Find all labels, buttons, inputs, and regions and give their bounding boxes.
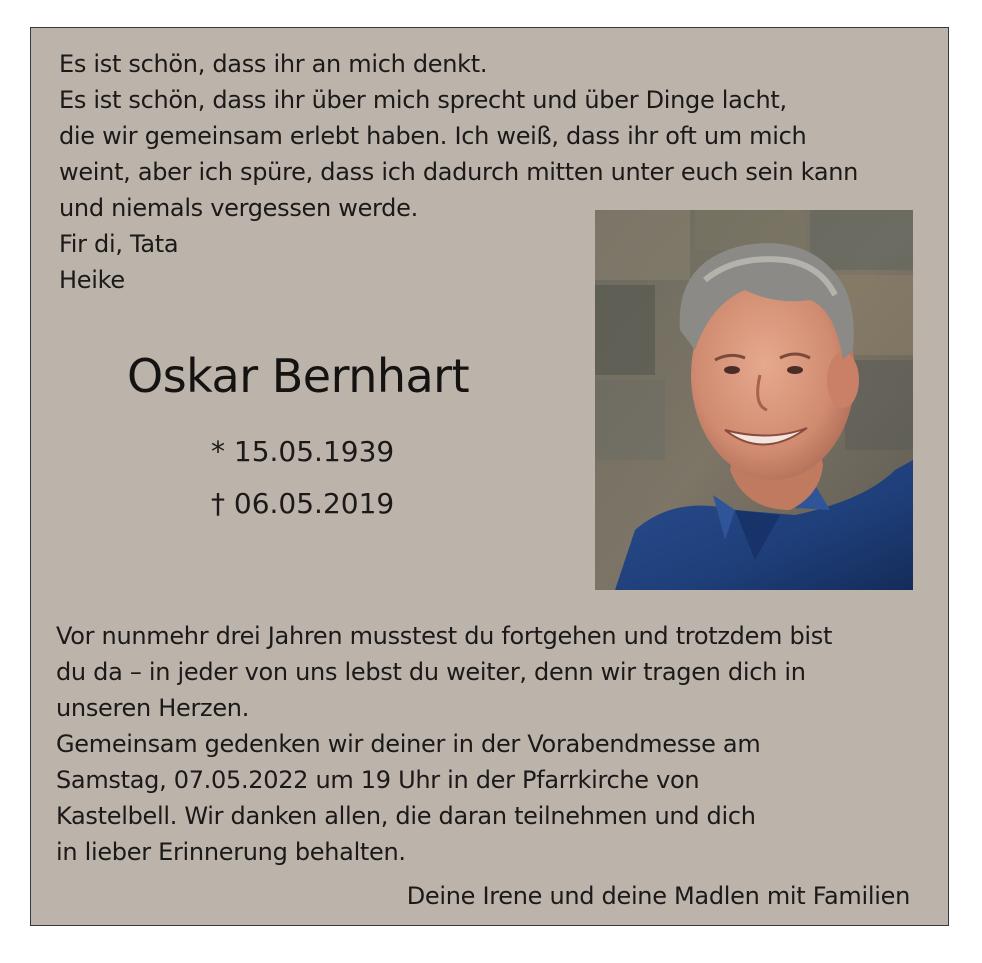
tribute-line: Samstag, 07.05.2022 um 19 Uhr in der Pfarrkirche von: [56, 766, 700, 794]
poem-line: Heike: [59, 266, 125, 294]
tribute-line: Vor nunmehr drei Jahren musstest du fortgehen und trotzdem bist: [56, 622, 833, 650]
poem-line: Es ist schön, dass ihr über mich sprecht und über Dinge lacht,: [59, 86, 787, 114]
poem-line: Fir di, Tata: [59, 230, 179, 258]
deceased-name: Oskar Bernhart: [127, 349, 470, 403]
obituary-card: [30, 27, 949, 926]
death-date: † 06.05.2019: [211, 487, 395, 520]
poem-line: die wir gemeinsam erlebt haben. Ich weiß, dass ihr oft um mich: [59, 122, 807, 150]
tribute-line: in lieber Erinnerung behalten.: [56, 838, 406, 866]
poem-line: und niemals vergessen werde.: [59, 194, 418, 222]
tribute-line: Kastelbell. Wir danken allen, die daran teilnehmen und dich: [56, 802, 756, 830]
portrait-illustration: [595, 210, 913, 590]
tribute-line: du da – in jeder von uns lebst du weiter, denn wir tragen dich in: [56, 658, 806, 686]
tribute-text: [56, 618, 832, 870]
tribute-line: Gemeinsam gedenken wir deiner in der Vorabendmesse am: [56, 730, 761, 758]
birth-date: * 15.05.1939: [211, 435, 395, 468]
life-dates: [211, 426, 394, 530]
portrait-photo: [595, 210, 913, 590]
signature: Deine Irene und deine Madlen mit Familien: [406, 882, 910, 910]
poem-line: Es ist schön, dass ihr an mich denkt.: [59, 50, 488, 78]
tribute-line: unseren Herzen.: [56, 694, 250, 722]
poem-line: weint, aber ich spüre, dass ich dadurch mitten unter euch sein kann: [59, 158, 859, 186]
